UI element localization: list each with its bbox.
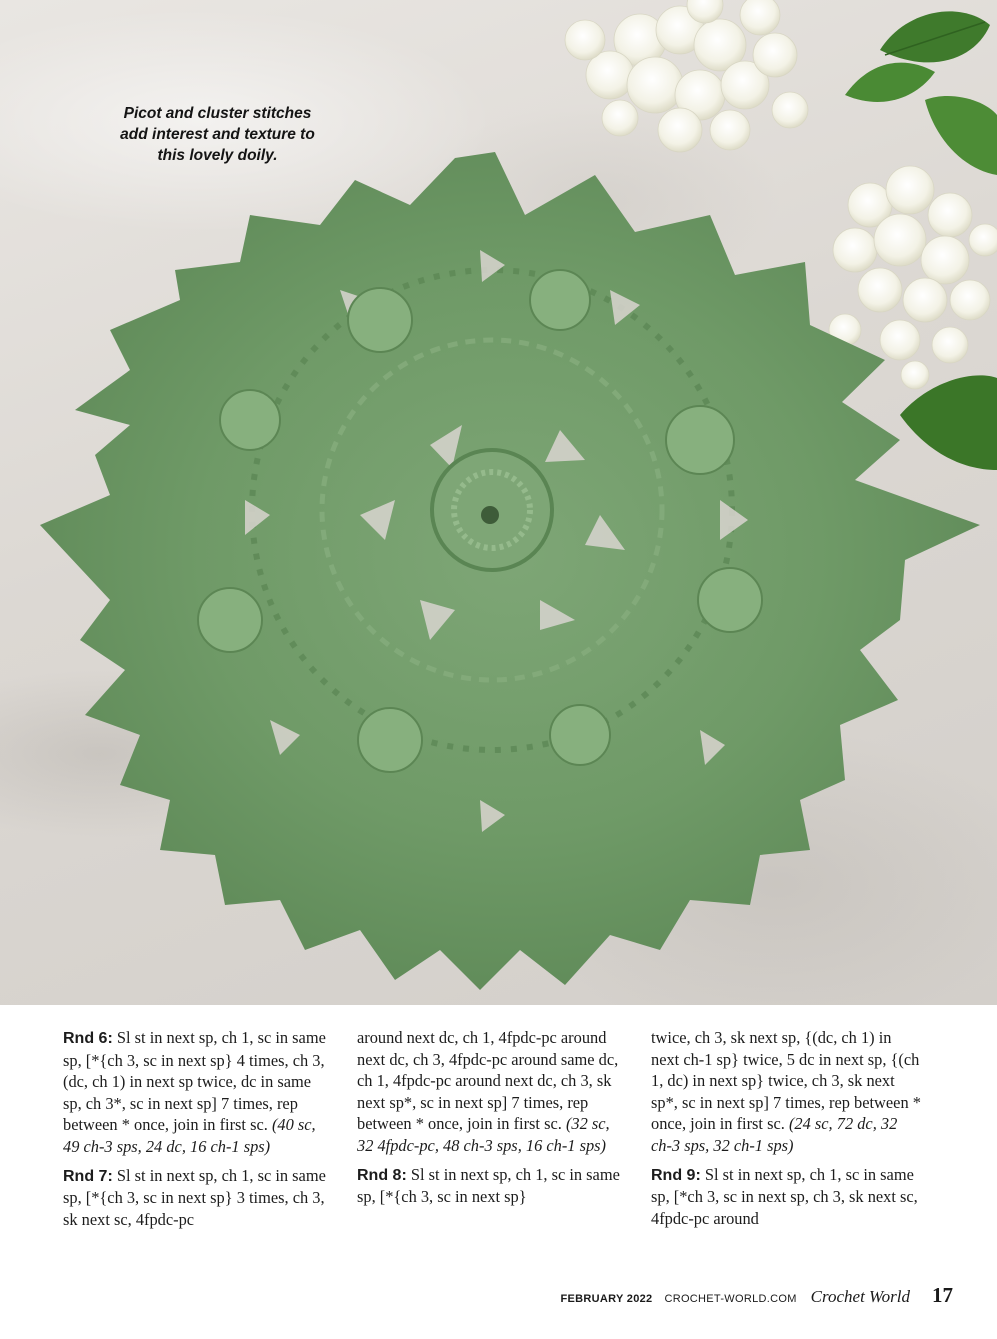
text-column-1 (63, 1027, 333, 1247)
round-8-continued (651, 1027, 921, 1157)
round-7-label: Rnd 7: (63, 1167, 113, 1185)
round-7-text-continued: around next dc, ch 1, 4fpdc-pc around next dc, ch 3, 4fpdc-pc around same dc, ch 1, 4fpdc-pc around next dc, ch 3, sk next sp*, sc in next sp] 7 times, rep between * once, join in first sc. (357, 1028, 619, 1134)
caption-line-3: this lovely doily. (157, 147, 278, 164)
round-8-stitch-count: (24 sc, 72 dc, 32 ch-3 sps, 32 ch-1 sps) (651, 1114, 898, 1155)
round-8-label: Rnd 8: (357, 1166, 407, 1184)
round-6-text: Sl st in next sp, ch 1, sc in same sp, [*{ch 3, sc in next sp} 4 times, ch 3, (dc, ch 1) in next sp twice, dc in same sp, ch 3*, sc in next sp] 7 times, rep between * once, join in first sc. (63, 1028, 326, 1135)
caption-line-2: add interest and texture to (120, 126, 315, 143)
page-number: 17 (932, 1283, 953, 1307)
website-url: CROCHET-WORLD.COM (664, 1293, 797, 1305)
round-6-label: Rnd 6: (63, 1030, 113, 1047)
round-7 (63, 1165, 333, 1231)
round-7-continued (357, 1027, 627, 1157)
round-8 (357, 1164, 627, 1208)
text-column-2 (357, 1027, 627, 1247)
round-9-label: Rnd 9: (651, 1166, 701, 1184)
magazine-title: Crochet World (810, 1287, 910, 1306)
round-9-text: Sl st in next sp, ch 1, sc in same sp, [*ch 3, sc in next sp, ch 3, sk next sc, 4fpdc-pc around (651, 1164, 918, 1228)
photo-caption (100, 103, 335, 166)
pattern-instructions (63, 1027, 943, 1247)
caption-line-1: Picot and cluster stitches (123, 105, 312, 122)
round-7-text: Sl st in next sp, ch 1, sc in same sp, [*{ch 3, sc in next sp} 3 times, ch 3, sk next sc, 4fpdc-pc (63, 1165, 326, 1229)
round-6-stitch-count: (40 sc, 49 ch-3 sps, 24 dc, 16 ch-1 sps) (63, 1115, 316, 1156)
round-6 (63, 1027, 333, 1158)
round-7-stitch-count: (32 sc, 32 4fpdc-pc, 48 ch-3 sps, 16 ch-1 sps) (357, 1114, 610, 1155)
doily (40, 152, 980, 990)
round-9 (651, 1164, 921, 1230)
issue-date: FEBRUARY 2022 (560, 1293, 653, 1305)
page-footer (561, 1283, 953, 1309)
round-8-text-continued: twice, ch 3, sk next sp, {(dc, ch 1) in next ch-1 sp} twice, 5 dc in next sp, {(ch 1, dc) in next sp} twice, ch 3, sk next sp*, sc in next sp] 7 times, rep between * once, join in first sc. (651, 1028, 921, 1134)
round-8-text: Sl st in next sp, ch 1, sc in same sp, [*{ch 3, sc in next sp} (357, 1164, 620, 1207)
text-column-3 (651, 1027, 921, 1247)
